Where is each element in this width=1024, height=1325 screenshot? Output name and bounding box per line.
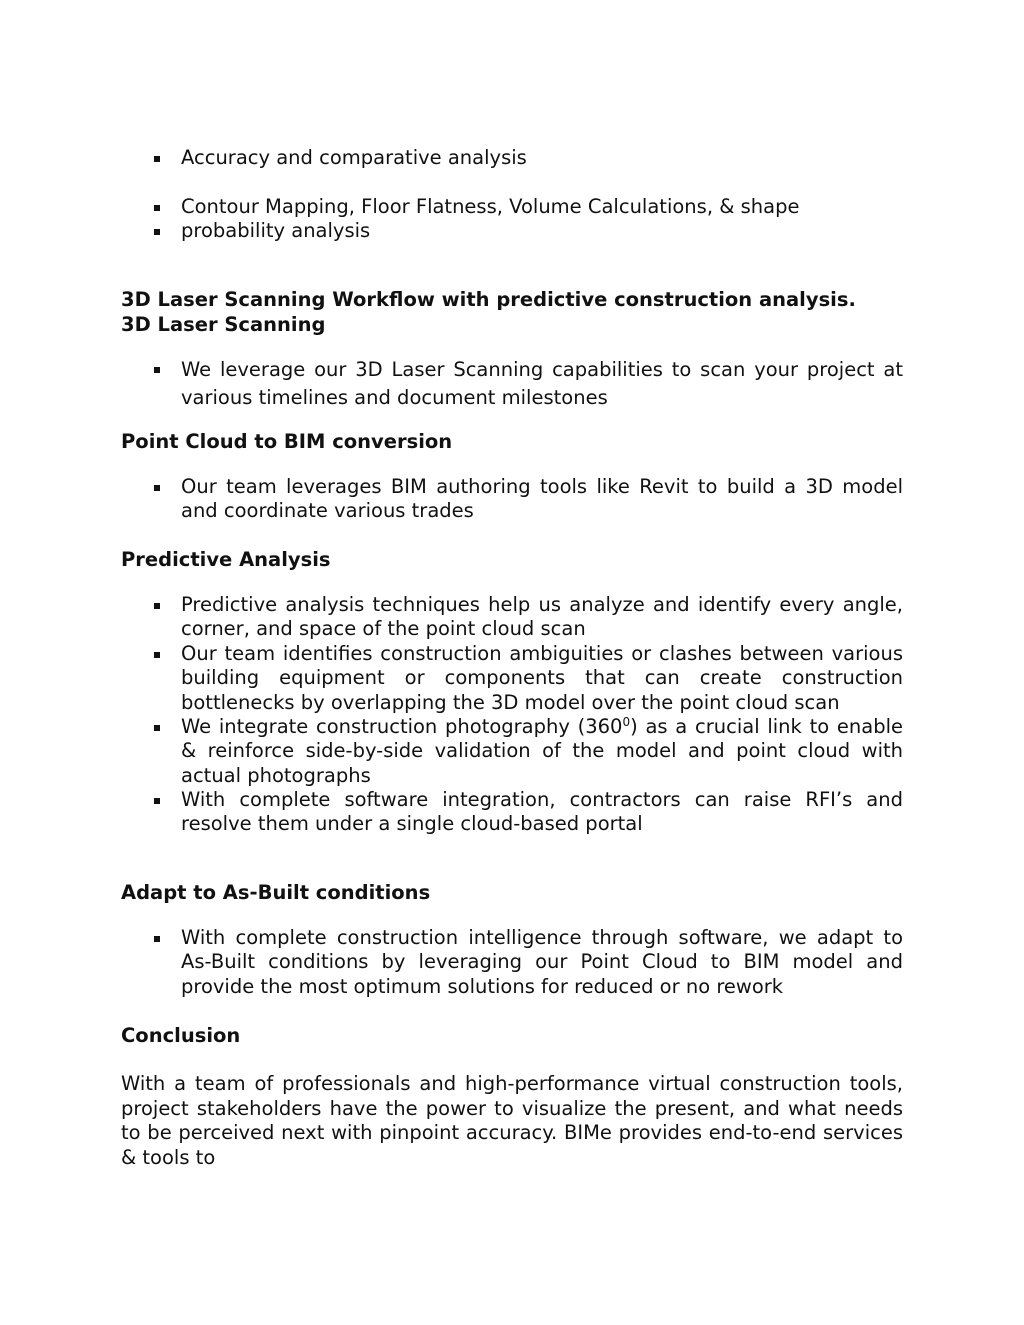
bullet-icon	[154, 156, 160, 162]
bullet-text: We leverage our 3D Laser Scanning capabilities to scan your project at various timelines and document milestones	[181, 358, 903, 409]
section-heading: 3D Laser Scanning Workflow with predictive construction analysis.	[121, 288, 856, 311]
bullet-text	[181, 715, 903, 788]
section-heading: Conclusion	[121, 1024, 241, 1047]
bullet-text-part: ) as a crucial link to enable & reinforce side-by-side validation of the model and point cloud with actual photographs	[181, 715, 903, 787]
bullet-icon	[154, 485, 160, 491]
bullet-text-part: We integrate construction photography (360	[181, 715, 623, 738]
bullet-icon	[154, 936, 160, 942]
conclusion-paragraph: With a team of professionals and high-performance virtual construction tools, project stakeholders have the power to visualize the present, and what needs to be perceived next with pinpoint accuracy. BIMe provides end-to-end services & tools to	[121, 1072, 903, 1169]
bullet-icon	[154, 798, 160, 804]
bullet-text: Accuracy and comparative analysis	[181, 146, 527, 169]
bullet-icon	[154, 725, 160, 731]
bullet-icon	[154, 205, 160, 211]
section-heading: Predictive Analysis	[121, 548, 331, 571]
bullet-text: Contour Mapping, Floor Flatness, Volume Calculations, & shape	[181, 195, 800, 218]
bullet-text: Predictive analysis techniques help us analyze and identify every angle, corner, and space of the point cloud scan	[181, 593, 903, 641]
bullet-icon	[154, 603, 160, 609]
section-subheading: 3D Laser Scanning	[121, 313, 326, 336]
bullet-text: Our team leverages BIM authoring tools like Revit to build a 3D model and coordinate various trades	[181, 475, 903, 523]
bullet-text: With complete construction intelligence through software, we adapt to As-Built conditions by leveraging our Point Cloud to BIM model and provide the most optimum solutions for reduced or no rework	[181, 926, 903, 998]
section-heading: Adapt to As-Built conditions	[121, 881, 431, 904]
bullet-text: Our team identifies construction ambiguities or clashes between various building equipment or components that can create construction bottlenecks by overlapping the 3D model over the point cloud scan	[181, 642, 903, 714]
bullet-icon	[154, 652, 160, 658]
superscript: 0	[622, 715, 631, 729]
bullet-text: With complete software integration, contractors can raise RFI’s and resolve them under a single cloud-based portal	[181, 788, 903, 836]
bullet-icon	[154, 367, 160, 373]
bullet-icon	[154, 229, 160, 235]
section-heading: Point Cloud to BIM conversion	[121, 430, 453, 453]
bullet-text: probability analysis	[181, 219, 371, 242]
